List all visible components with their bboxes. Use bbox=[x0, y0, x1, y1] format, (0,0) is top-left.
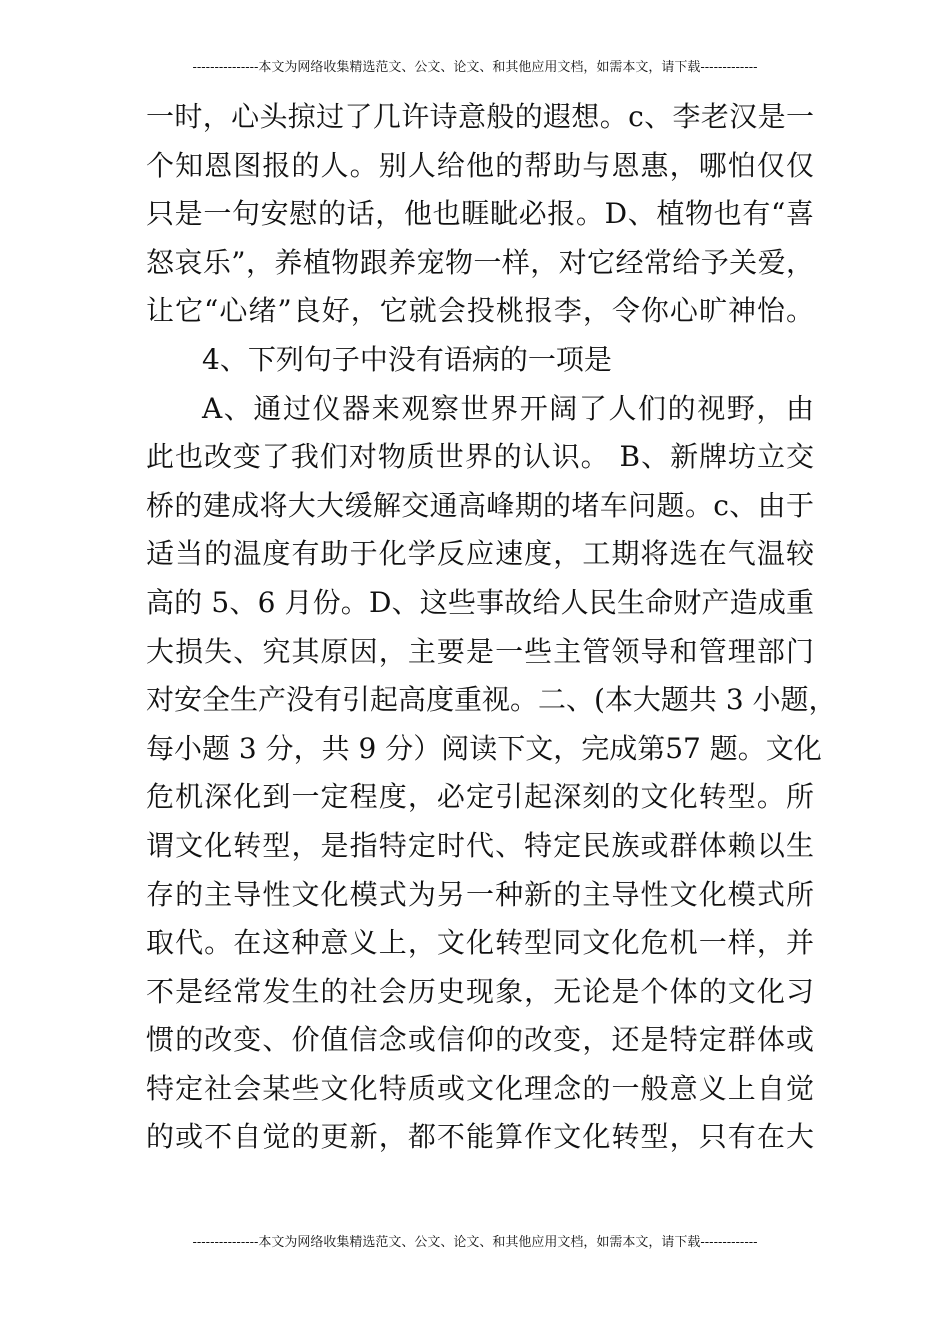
document-body bbox=[146, 93, 837, 1162]
text-line: 每小题 3 分，共 9 分）阅读下文，完成第57 题。文化 bbox=[146, 731, 822, 765]
page-footer-notice: ---------------本文为网络收集精选范文、公文、论文、和其他应用文档，如需本文，请下载------------- bbox=[192, 1235, 758, 1250]
text-line: 怒哀乐”，养植物跟养宠物一样，对它经常给予关爱， bbox=[146, 245, 814, 279]
text-line: 一时，心头掠过了几许诗意般的遐想。c、李老汉是一 bbox=[146, 100, 814, 133]
page-header-notice: ---------------本文为网络收集精选范文、公文、论文、和其他应用文档，如需本文，请下载------------- bbox=[192, 60, 758, 75]
text-line: 个知恩图报的人。别人给他的帮助与恩惠，哪怕仅仅 bbox=[146, 148, 814, 182]
text-line: 的或不自觉的更新，都不能算作文化转型，只有在大 bbox=[146, 1120, 814, 1154]
text-line: 4、下列句子中没有语病的一项是 bbox=[202, 342, 612, 376]
text-line: 此也改变了我们对物质世界的认识。 B、新牌坊立交 bbox=[146, 440, 814, 474]
text-line: 存的主导性文化模式为另一种新的主导性文化模式所 bbox=[146, 877, 814, 911]
text-line: 大损失、究其原因，主要是一些主管领导和管理部门 bbox=[146, 634, 814, 668]
text-line: 让它“心绪”良好，它就会投桃报李，令你心旷神怡。 bbox=[146, 294, 814, 328]
text-line: 取代。在这种意义上，文化转型同文化危机一样，并 bbox=[146, 926, 814, 960]
text-line: 适当的温度有助于化学反应速度，工期将选在气温较 bbox=[146, 537, 814, 571]
text-line: 危机深化到一定程度，必定引起深刻的文化转型。所 bbox=[146, 780, 814, 814]
text-line: 不是经常发生的社会历史现象，无论是个体的文化习 bbox=[146, 974, 814, 1008]
text-line: 只是一句安慰的话，他也睚眦必报。D、植物也有“喜 bbox=[146, 197, 814, 231]
text-line: 桥的建成将大大缓解交通高峰期的堵车问题。c、由于 bbox=[146, 488, 814, 522]
text-line: 谓文化转型，是指特定时代、特定民族或群体赖以生 bbox=[146, 828, 814, 862]
text-line: 惯的改变、价值信念或信仰的改变，还是特定群体或 bbox=[146, 1023, 814, 1057]
text-line: 高的 5、6 月份。D、这些事故给人民生命财产造成重 bbox=[146, 585, 814, 619]
text-line: A、通过仪器来观察世界开阔了人们的视野，由 bbox=[202, 391, 814, 425]
text-line: 对安全生产没有引起高度重视。二、(本大题共 3 小题， bbox=[146, 683, 837, 717]
text-line: 特定社会某些文化特质或文化理念的一般意义上自觉 bbox=[146, 1071, 814, 1105]
